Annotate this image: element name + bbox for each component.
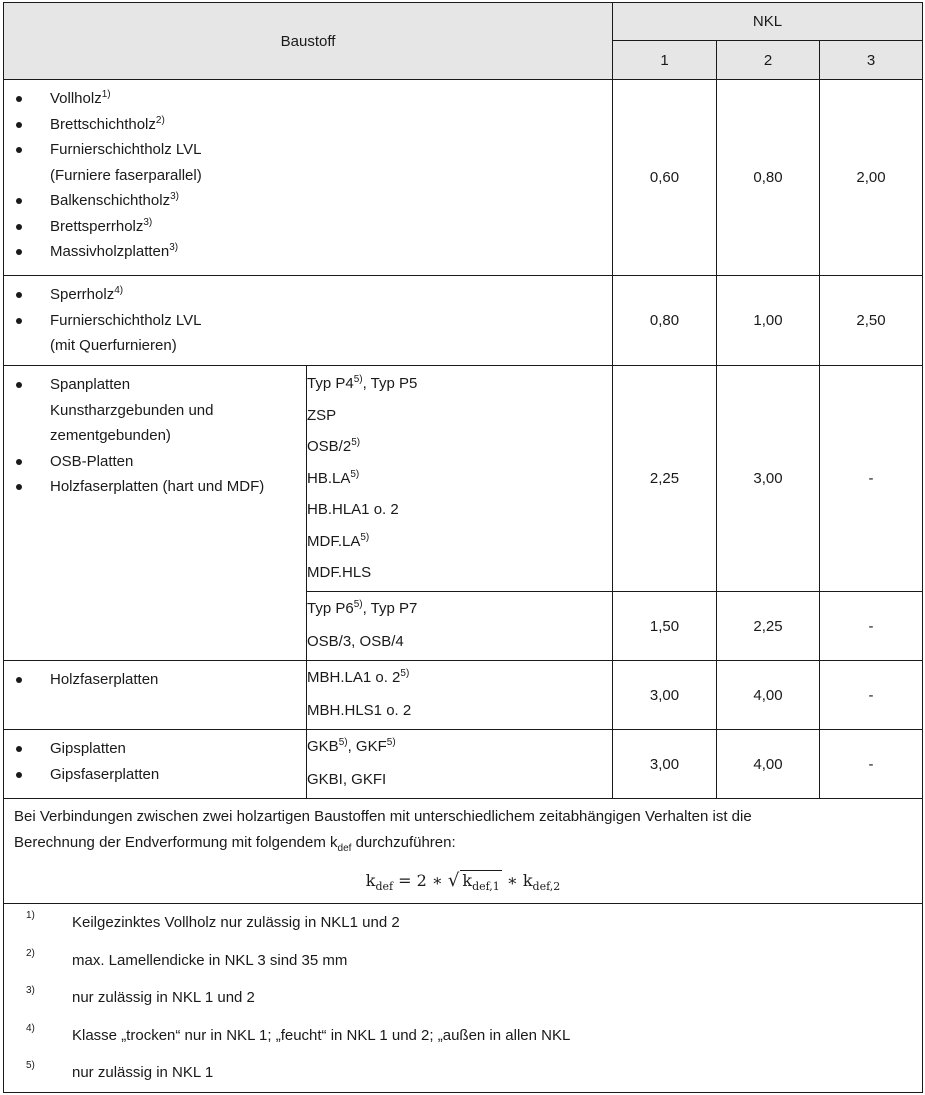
footnotes-cell [4,904,923,1093]
footnote: 2) max. Lamellendicke in NKL 3 sind 35 mm [26,947,348,969]
note-text [4,799,922,862]
type-entry: GKBI, GKFI [307,771,387,788]
row3a-nkl3-value: - [820,366,923,592]
list-item: OSB-Platten [4,449,306,475]
type-entry: Typ P6$^{5)}$, Typ P7 [307,599,418,617]
type-entry: HB.LA$^{5)}$ [307,468,360,487]
footnote: 5) nur zulässig in NKL 1 [26,1060,214,1081]
note-cell [4,799,923,904]
row1-nkl1-value: 0,60 [613,80,717,276]
type-entry: MDF.HLS [307,564,372,581]
row5-nkl3-value: - [820,730,923,799]
type-entry: ZSP [307,406,337,424]
list-item: Furnierschichtholz LVL [4,308,612,334]
row5-nkl1-value: 3,00 [613,730,717,799]
row4-materials [4,661,307,730]
row4-nkl3-value: - [820,661,923,730]
row1-materials [4,80,613,276]
list-item-continuation: (Furniere faserparallel) [50,166,202,184]
footnote: 4) Klasse „trocken“ nur in NKL 1; „feucht“ in NKL 1 und 2; „außen in allen NKL [26,1022,571,1044]
list-item: Holzfaserplatten (hart und MDF) [4,474,306,500]
type-entry: MDF.LA$^{5)}$ [307,531,370,550]
list-item: Gipsfaserplatten [4,762,306,788]
header-nkl: NKL [613,3,923,41]
row3-types-b [307,592,613,661]
row3-materials [4,366,307,661]
row4-nkl1-value: 3,00 [613,661,717,730]
header-nkl-3: 3 [820,41,923,80]
row1-nkl2-value: 0,80 [717,80,820,276]
row1-nkl3-value: 2,00 [820,80,923,276]
header-nkl-1: 1 [613,41,717,80]
header-baustoff: Baustoff [4,3,613,80]
kdef-table [3,2,923,1093]
kdef-formula: $k_{def} = 2$ ∗ √ $k_{def,1}$ ∗ $k_{def,2}$ [365,870,561,894]
row3b-nkl3-value: - [820,592,923,661]
list-item: Vollholz$^{1)}$ [4,86,612,112]
row4-types [307,661,613,730]
header-nkl-2: 2 [717,41,820,80]
list-item: Brettsperrholz$^{3)}$ [4,214,612,240]
list-item-continuation: zementgebunden) [50,427,171,444]
note-line-1: Bei Verbindungen zwischen zwei holzartigen Baustoffen mit unterschiedlichem zeitabhängigen Verhalten ist die [14,808,752,825]
row3-types-a [307,366,613,592]
list-item: Gipsplatten [4,736,306,762]
row5-types [307,730,613,799]
list-item-continuation: (mit Querfurnieren) [50,337,177,354]
type-entry: MBH.HLS1 o. 2 [307,702,412,719]
row2-nkl3-value: 2,50 [820,276,923,366]
row3a-nkl2-value: 3,00 [717,366,820,592]
row4-nkl2-value: 4,00 [717,661,820,730]
list-item: Holzfaserplatten [4,667,306,693]
note-line-2: Berechnung der Endverformung mit folgendem $k_{def}$ durchzuführen: [14,834,456,854]
list-item: Massivholzplatten$^{3)}$ [4,239,612,265]
type-entry: OSB/3, OSB/4 [307,633,404,650]
list-item: Balkenschichtholz$^{3)}$ [4,188,612,214]
list-item: Sperrholz$^{4)}$ [4,282,612,308]
type-entry: GKB$^{5)}$, GKF$^{5)}$ [307,737,396,755]
row3b-nkl1-value: 1,50 [613,592,717,661]
type-entry: MBH.LA1 o. 2$^{5)}$ [307,668,410,686]
row2-nkl2-value: 1,00 [717,276,820,366]
list-item: Furnierschichtholz LVL [4,137,612,163]
footnote: 3) nur zulässig in NKL 1 und 2 [26,985,255,1006]
footnote: 1) Keilgezinktes Vollholz nur zulässig in NKL1 und 2 [26,910,400,931]
type-entry: Typ P4$^{5)}$, Typ P5 [307,374,418,392]
type-entry: OSB/2$^{5)}$ [307,437,361,455]
list-item-continuation: Kunstharzgebunden und [50,401,214,419]
row2-materials [4,276,613,366]
list-item: Spanplatten [4,372,306,398]
row5-materials [4,730,307,799]
list-item: Brettschichtholz$^{2)}$ [4,112,612,138]
row3b-nkl2-value: 2,25 [717,592,820,661]
row3a-nkl1-value: 2,25 [613,366,717,592]
type-entry: HB.HLA1 o. 2 [307,501,399,518]
row2-nkl1-value: 0,80 [613,276,717,366]
sqrt-icon: √ [447,870,460,891]
row5-nkl2-value: 4,00 [717,730,820,799]
